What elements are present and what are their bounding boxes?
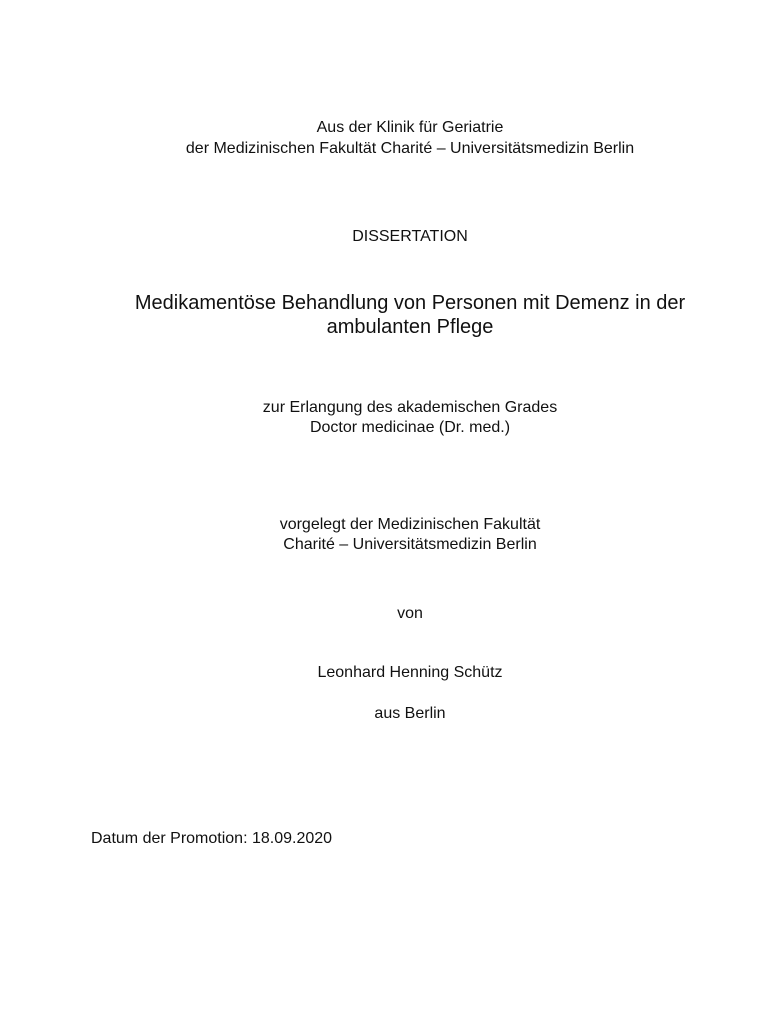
submitted-line1: vorgelegt der Medizinischen Fakultät (279, 516, 541, 533)
faculty-line: der Medizinischen Fakultät Charité – Universitätsmedizin Berlin (185, 140, 635, 157)
degree-line2: Doctor medicinae (Dr. med.) (309, 419, 511, 436)
dissertation-title-line2: ambulanten Pflege (326, 316, 494, 338)
submitted-line2: Charité – Universitätsmedizin Berlin (283, 536, 537, 553)
author-name: Leonhard Henning Schütz (317, 664, 503, 681)
von-label: von (397, 605, 423, 622)
author-origin: aus Berlin (374, 705, 446, 722)
degree-line1: zur Erlangung des akademischen Grades (262, 399, 558, 416)
document-type: DISSERTATION (352, 228, 468, 245)
dissertation-title-line1: Medikamentöse Behandlung von Personen mit Demenz in der (134, 292, 686, 314)
promotion-date: Datum der Promotion: 18.09.2020 (91, 830, 333, 847)
clinic-line: Aus der Klinik für Geriatrie (316, 119, 504, 136)
